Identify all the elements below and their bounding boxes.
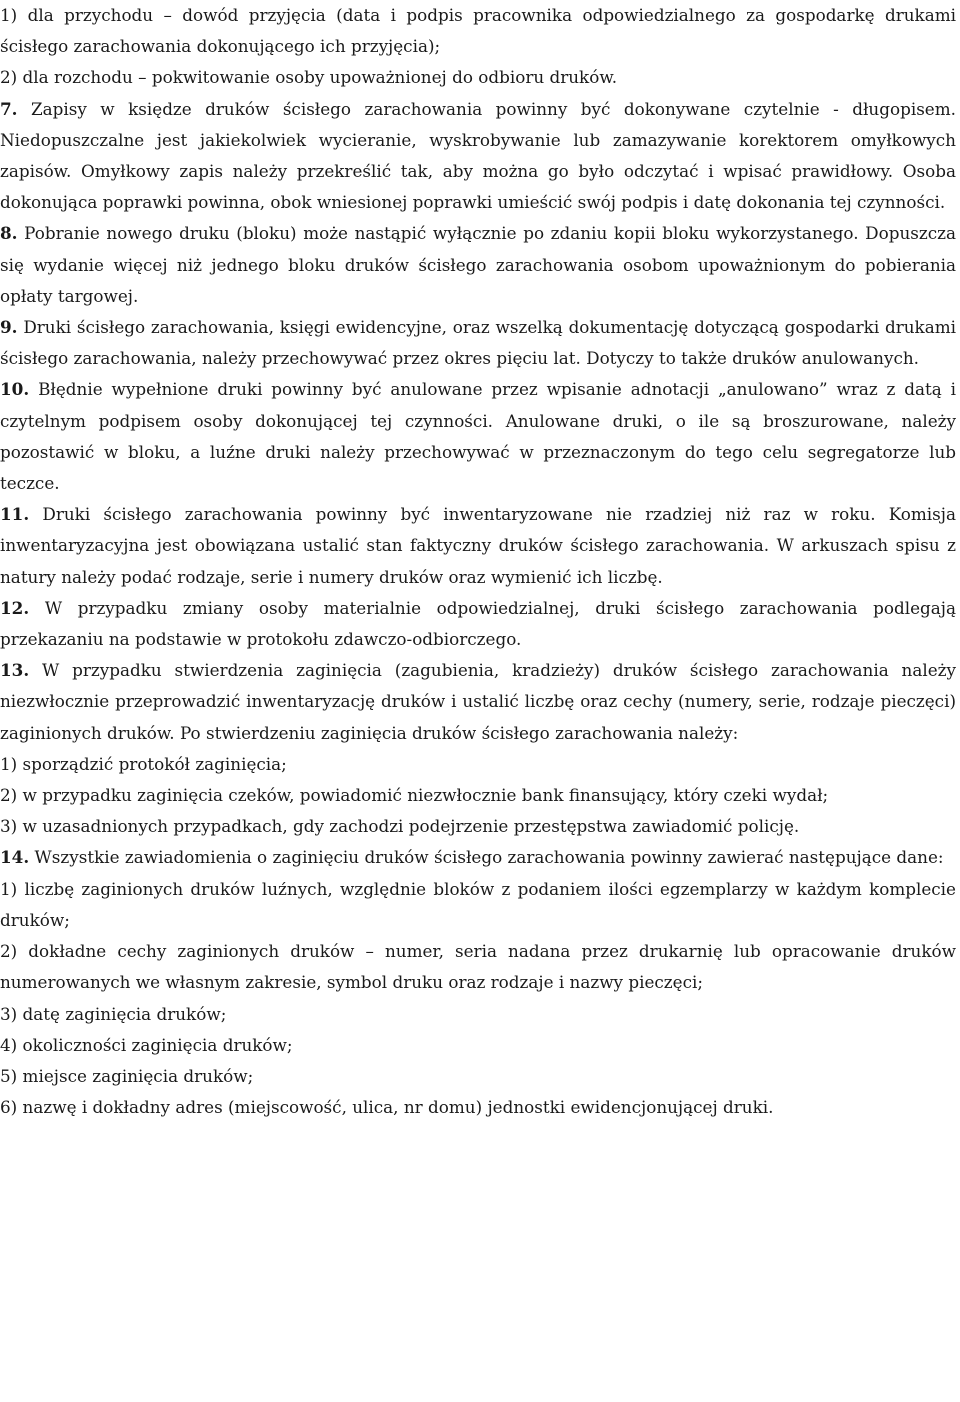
paragraph-text: Wszystkie zawiadomienia o zaginięciu druków ścisłego zarachowania powinny zawierać następujące dane: bbox=[34, 847, 944, 868]
paragraph-text: Zapisy w księdze druków ścisłego zarachowania powinny być dokonywane czytelnie - długopisem. Niedopuszczalne jest jakiekolwiek wycieranie, wyskrobywanie lub zamazywanie korektorem omyłkowych zapisów. Omyłkowy zapis należy przekreślić tak, aby można go było odczytać i wpisać prawidłowy. Osoba dokonująca poprawki powinna, obok wniesionej poprawki umieścić swój podpis i datę dokonania tej czynności. bbox=[0, 98, 956, 213]
paragraph-text: 1) sporządzić protokół zaginięcia; bbox=[0, 753, 287, 774]
paragraph-text: 3) w uzasadnionych przypadkach, gdy zachodzi podejrzenie przestępstwa zawiadomić policję. bbox=[0, 816, 800, 837]
paragraph-13 bbox=[0, 655, 956, 749]
paragraph-8 bbox=[0, 218, 956, 312]
paragraph-text: 1) dla przychodu – dowód przyjęcia (data i podpis pracownika odpowiedzialnego za gospodarkę drukami ścisłego zarachowania dokonującego ich przyjęcia); bbox=[0, 5, 956, 57]
list-item-13-3 bbox=[0, 811, 956, 842]
paragraph-text: W przypadku zmiany osoby materialnie odpowiedzialnej, druki ścisłego zarachowania podlegają przekazaniu na podstawie w protokołu zdawczo-odbiorczego. bbox=[0, 597, 956, 650]
paragraph-number: 7. bbox=[0, 98, 18, 119]
paragraph-11 bbox=[0, 499, 956, 593]
paragraph-text: 3) datę zaginięcia druków; bbox=[0, 1003, 227, 1024]
paragraph-number: 14. bbox=[0, 847, 30, 868]
list-item-13-1 bbox=[0, 749, 956, 780]
paragraph-text: W przypadku stwierdzenia zaginięcia (zagubienia, kradzieży) druków ścisłego zarachowania należy niezwłocznie przeprowadzić inwentaryzację druków i ustalić liczbę oraz cechy (numery, serie, rodzaje pieczęci) zaginionych druków. Po stwierdzeniu zaginięcia druków ścisłego zarachowania należy: bbox=[0, 660, 956, 743]
paragraph-7 bbox=[0, 94, 956, 219]
list-item-14-6 bbox=[0, 1092, 956, 1123]
paragraph-text: Druki ścisłego zarachowania powinny być inwentaryzowane nie rzadziej niż raz w roku. Komisja inwentaryzacyjna jest obowiązana ustalić stan faktyczny druków ścisłego zarachowania. W arkuszach spisu z natury należy podać rodzaje, serie i numery druków oraz wymienić ich liczbę. bbox=[0, 504, 956, 587]
paragraph-number: 12. bbox=[0, 597, 30, 618]
paragraph-text: 4) okoliczności zaginięcia druków; bbox=[0, 1034, 293, 1055]
paragraph-2 bbox=[0, 62, 956, 93]
list-item-14-3 bbox=[0, 999, 956, 1030]
paragraph-number: 10. bbox=[0, 379, 30, 400]
list-item-14-5 bbox=[0, 1061, 956, 1092]
paragraph-text: 2) dla rozchodu – pokwitowanie osoby upoważnionej do odbioru druków. bbox=[0, 67, 618, 88]
paragraph-text: Pobranie nowego druku (bloku) może nastąpić wyłącznie po zdaniu kopii bloku wykorzystanego. Dopuszcza się wydanie więcej niż jednego bloku druków ścisłego zarachowania osobom upoważnionym do pobierania opłaty targowej. bbox=[0, 223, 956, 306]
list-item-13-2 bbox=[0, 780, 956, 811]
paragraph-text: 6) nazwę i dokładny adres (miejscowość, ulica, nr domu) jednostki ewidencjonującej druki. bbox=[0, 1097, 774, 1118]
list-item-14-1 bbox=[0, 874, 956, 936]
paragraph-number: 11. bbox=[0, 504, 30, 525]
paragraph-9 bbox=[0, 312, 956, 374]
paragraph-text: Druki ścisłego zarachowania, księgi ewidencyjne, oraz wszelką dokumentację dotyczącą gospodarki drukami ścisłego zarachowania, należy przechowywać przez okres pięciu lat. Dotyczy to także druków anulowanych. bbox=[0, 317, 956, 369]
list-item-14-2 bbox=[0, 936, 956, 998]
paragraph-10 bbox=[0, 374, 956, 499]
paragraph-text: 5) miejsce zaginięcia druków; bbox=[0, 1065, 254, 1086]
paragraph-number: 9. bbox=[0, 317, 18, 338]
paragraph-text: 2) dokładne cechy zaginionych druków – numer, seria nadana przez drukarnię lub opracowanie druków numerowanych we własnym zakresie, symbol druku oraz rodzaje i nazwy pieczęci; bbox=[0, 941, 956, 993]
paragraph-1 bbox=[0, 0, 956, 62]
paragraph-text: 2) w przypadku zaginięcia czeków, powiadomić niezwłocznie bank finansujący, który czeki wydał; bbox=[0, 785, 829, 806]
paragraph-number: 13. bbox=[0, 660, 30, 681]
paragraph-number: 8. bbox=[0, 223, 18, 244]
paragraph-text: 1) liczbę zaginionych druków luźnych, względnie bloków z podaniem ilości egzemplarzy w każdym komplecie druków; bbox=[0, 878, 956, 930]
paragraph-text: Błędnie wypełnione druki powinny być anulowane przez wpisanie adnotacji „anulowano” wraz z datą i czytelnym podpisem osoby dokonującej tej czynności. Anulowane druki, o ile są broszurowane, należy pozostawić w bloku, a luźne druki należy przechowywać w przeznaczonym do tego celu segregatorze lub teczce. bbox=[0, 379, 956, 494]
paragraph-14 bbox=[0, 842, 956, 873]
list-item-14-4 bbox=[0, 1030, 956, 1061]
paragraph-12 bbox=[0, 593, 956, 655]
